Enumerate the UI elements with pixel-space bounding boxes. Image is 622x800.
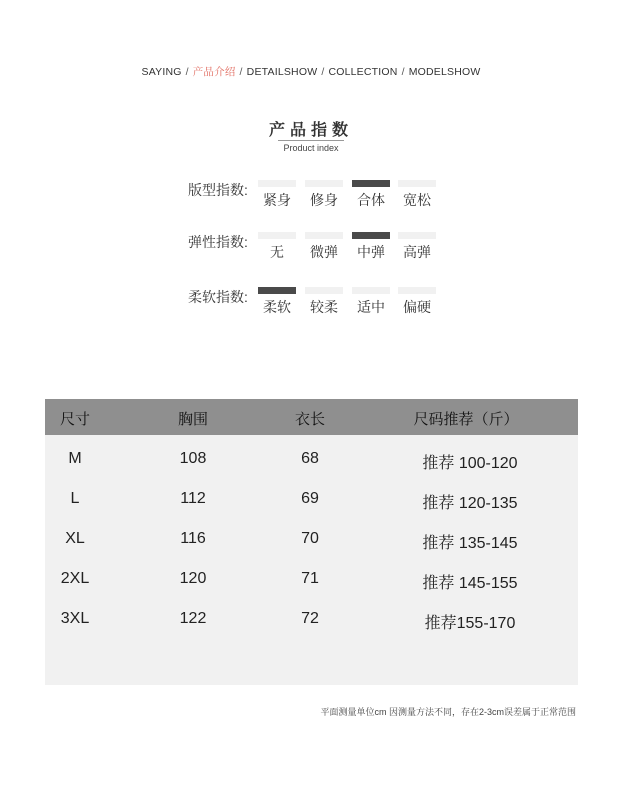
table-cell: 推荐 100-120: [422, 455, 518, 472]
index-option-bar: [305, 180, 343, 187]
section-subtitle: Product index: [283, 143, 339, 153]
table-cell: 推荐155-170: [424, 615, 516, 632]
nav-separator: /: [239, 66, 243, 78]
index-option-bar: [305, 287, 343, 294]
index-row-elasticity: [0, 232, 622, 272]
nav-item-saying[interactable]: SAYING: [141, 66, 182, 78]
index-option-bar: [258, 232, 296, 239]
index-option-bar: [305, 232, 343, 239]
header-size: 尺寸: [59, 411, 91, 428]
table-cell: 68: [301, 450, 319, 467]
index-option-label: 宽松: [403, 192, 431, 208]
index-row-softness: [0, 287, 622, 327]
table-cell: 3XL: [60, 610, 90, 627]
index-option-label: 较柔: [310, 299, 338, 315]
index-option-bar: [352, 180, 390, 187]
index-option-bar: [398, 287, 436, 294]
header-chest: 胸围: [177, 411, 209, 428]
index-option-bar: [258, 180, 296, 187]
index-option-label: 微弹: [310, 244, 338, 260]
index-option-bar: [352, 232, 390, 239]
index-option-label: 修身: [310, 192, 338, 208]
index-option-label: 无: [270, 244, 284, 260]
index-option-label: 适中: [357, 299, 385, 315]
table-cell: M: [68, 450, 82, 467]
table-cell: 69: [301, 490, 319, 507]
header-recommendation: 尺码推荐（斤）: [413, 411, 519, 428]
index-option-label: 柔软: [263, 299, 291, 315]
index-option-label: 高弹: [403, 244, 431, 260]
header-length: 衣长: [294, 411, 326, 428]
table-cell: 推荐 120-135: [422, 495, 518, 512]
table-cell: L: [70, 490, 80, 507]
index-option-label: 中弹: [357, 244, 385, 260]
table-cell: 120: [179, 570, 207, 587]
table-cell: 122: [179, 610, 207, 627]
top-nav: [0, 64, 622, 79]
nav-item-detailshow[interactable]: DETAILSHOW: [246, 66, 318, 78]
table-cell: 112: [180, 490, 206, 507]
index-row-fit: [0, 180, 622, 220]
table-cell: 71: [301, 570, 319, 587]
table-cell: 72: [301, 610, 319, 627]
size-table: [45, 399, 578, 685]
nav-separator: /: [401, 66, 405, 78]
index-label: 柔软指数:: [188, 289, 248, 305]
nav-separator: /: [321, 66, 325, 78]
index-option-bar: [352, 287, 390, 294]
index-option-label: 合体: [357, 192, 385, 208]
measurement-footnote: 平面测量单位cm 因测量方法不同，存在2-3cm误差属于正常范围: [320, 707, 576, 717]
index-option-bar: [398, 232, 436, 239]
index-option-label: 偏硬: [403, 299, 431, 315]
table-cell: 推荐 135-145: [422, 535, 518, 552]
index-label: 弹性指数:: [188, 234, 248, 250]
nav-item-product-intro[interactable]: 产品介绍: [192, 66, 236, 78]
nav-separator: /: [185, 66, 189, 78]
index-option-label: 紧身: [263, 192, 291, 208]
index-option-bar: [258, 287, 296, 294]
index-option-bar: [398, 180, 436, 187]
table-cell: 2XL: [60, 570, 90, 587]
index-label: 版型指数:: [188, 182, 248, 198]
section-title: 产品指数: [268, 122, 353, 139]
nav-item-modelshow[interactable]: MODELSHOW: [408, 66, 481, 78]
nav-item-collection[interactable]: COLLECTION: [328, 66, 398, 78]
table-cell: 116: [180, 530, 206, 547]
section-title-divider: [278, 140, 344, 141]
table-cell: 108: [179, 450, 207, 467]
table-cell: 70: [301, 530, 319, 547]
size-table-header: [45, 399, 578, 435]
table-cell: 推荐 145-155: [422, 575, 518, 592]
table-cell: XL: [65, 530, 85, 547]
